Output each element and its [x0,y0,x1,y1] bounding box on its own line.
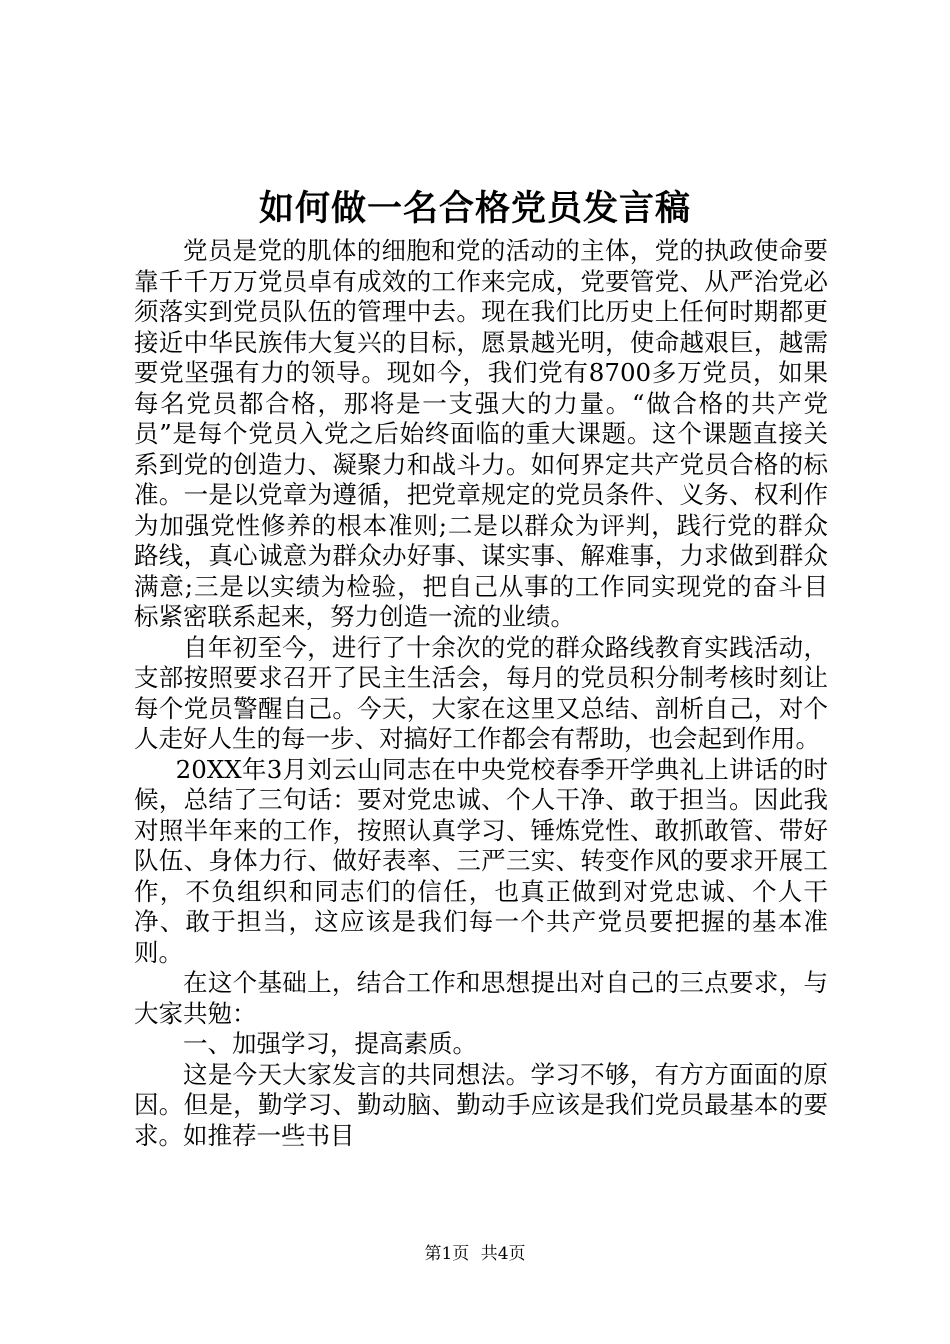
document-title: 如何做一名合格党员发言稿 [258,188,691,229]
page-number-current: 第1页 [424,1244,470,1264]
paragraph-requirements-intro: 在这个基础上，结合工作和思想提出对自己的三点要求，与大家共勉： [134,968,828,1028]
document-body [134,236,828,1151]
page-footer [0,1242,950,1266]
paragraph-activities: 自年初至今，进行了十余次的党的群众路线教育实践活动，支部按照要求召开了民主生活会，每月的党员积分制考核时刻让每个党员警醒自己。今天，大家在这里又总结、剖析自己，对个人走好人生的每一步、对搞好工作都会有帮助，也会起到作用。 [134,632,828,753]
paragraph-intro: 党员是党的肌体的细胞和党的活动的主体，党的执政使命要靠千千万万党员卓有成效的工作来完成，党要管党、从严治党必须落实到党员队伍的管理中去。现在我们比历史上任何时期都更接近中华民族伟大复兴的目标，愿景越光明，使命越艰巨，越需要党坚强有力的领导。现如今，我们党有8700多万党员，如果每名党员都合格，那将是一支强大的力量。“做合格的共产党员”是每个党员入党之后始终面临的重大课题。这个课题直接关系到党的创造力、凝聚力和战斗力。如何界定共产党员合格的标准。一是以党章为遵循，把党章规定的党员条件、义务、权利作为加强党性修养的根本准则;二是以群众为评判，践行党的群众路线，真心诚意为群众办好事、谋实事、解难事，力求做到群众满意;三是以实绩为检验，把自己从事的工作同实现党的奋斗目标紧密联系起来，努力创造一流的业绩。 [134,236,828,631]
page-number-total: 共4页 [480,1244,526,1264]
paragraph-study: 这是今天大家发言的共同想法。学习不够，有方方面面的原因。但是，勤学习、勤动脑、勤动手应该是我们党员最基本的要求。如推荐一些书目 [134,1059,828,1150]
paragraph-speech: 20XX年3月刘云山同志在中央党校春季开学典礼上讲话的时候，总结了三句话：要对党忠诚、个人干净、敢于担当。因此我对照半年来的工作，按照认真学习、锤炼党性、敢抓敢管、带好队伍、身体力行、做好表率、三严三实、转变作风的要求开展工作，不负组织和同志们的信任，也真正做到对党忠诚、个人干净、敢于担当，这应该是我们每一个共产党员要把握的基本准则。 [134,754,828,967]
paragraph-heading-study: 一、加强学习，提高素质。 [183,1029,477,1058]
